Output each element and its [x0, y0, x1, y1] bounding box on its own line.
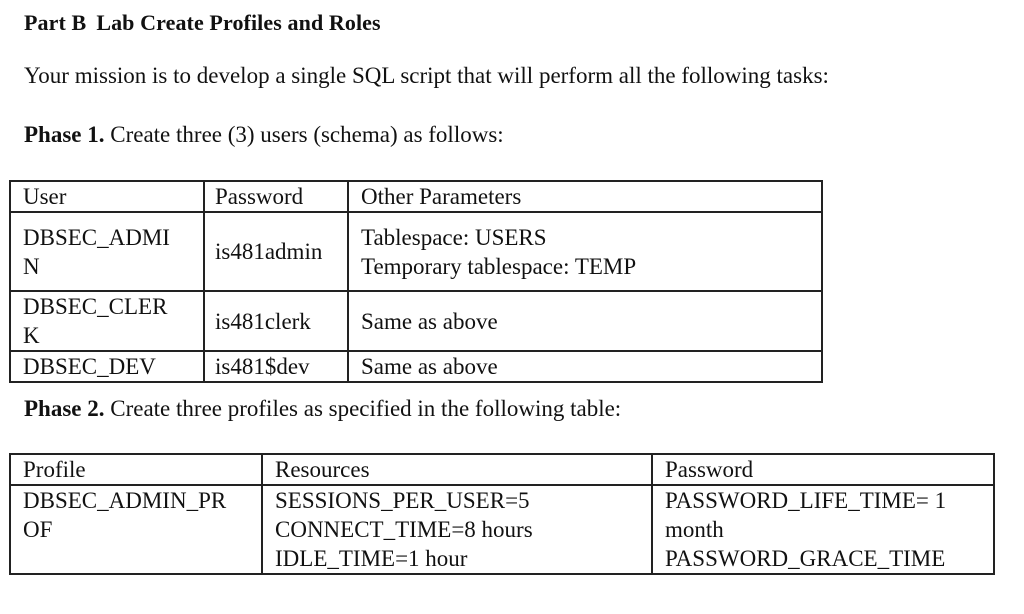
user-cell: [10, 212, 204, 291]
table-row: [10, 351, 822, 382]
phase-2-instruction: [24, 396, 621, 422]
phase-2-text: Create three profiles as specified in the following table:: [110, 396, 622, 421]
resources-cell: [262, 485, 652, 574]
lab-title-part: Part B: [24, 10, 87, 35]
profile-name-line: DBSEC_ADMIN_PR: [23, 488, 227, 513]
phase-1-instruction: [24, 122, 504, 148]
profile-password-cell: [652, 485, 994, 574]
password-cell: is481admin: [204, 212, 348, 291]
phase-2-label: Phase 2.: [24, 396, 105, 421]
other-params-cell: Same as above: [348, 351, 822, 382]
other-params-cell: Same as above: [348, 291, 822, 351]
other-params-cell: [348, 212, 822, 291]
password-cell: is481clerk: [204, 291, 348, 351]
password-cell: is481$dev: [204, 351, 348, 382]
table-row: [10, 291, 822, 351]
profiles-header-resources: Resources: [262, 454, 652, 485]
profiles-table-header: [10, 454, 994, 485]
profiles-header-password: Password: [652, 454, 994, 485]
users-header-other: Other Parameters: [348, 181, 822, 212]
other-param-line: Tablespace: USERS: [361, 224, 547, 250]
users-header-password: Password: [204, 181, 348, 212]
user-name-line: DBSEC_CLER: [23, 294, 168, 319]
table-row: [10, 485, 994, 574]
resource-line: CONNECT_TIME=8 hours: [275, 517, 533, 542]
resource-line: IDLE_TIME=1 hour: [275, 546, 468, 571]
user-name-line: K: [23, 323, 40, 348]
other-param-line: Temporary tablespace: TEMP: [361, 253, 637, 279]
profiles-table: [9, 453, 995, 575]
users-table-header: [10, 181, 822, 212]
user-cell: [10, 291, 204, 351]
user-cell: DBSEC_DEV: [10, 351, 204, 382]
lab-title-text: Lab Create Profiles and Roles: [96, 10, 381, 35]
password-param-line: month: [665, 517, 724, 542]
profile-name-line: OF: [23, 517, 53, 542]
table-row: [10, 212, 822, 291]
password-param-line: PASSWORD_GRACE_TIME: [665, 546, 946, 571]
resource-line: SESSIONS_PER_USER=5: [275, 488, 530, 513]
lab-title: [24, 10, 381, 36]
profiles-header-profile: Profile: [10, 454, 262, 485]
user-name-line: N: [23, 253, 40, 279]
users-table: [9, 180, 823, 383]
password-param-line: PASSWORD_LIFE_TIME= 1: [665, 488, 947, 513]
user-name-line: DBSEC_ADMI: [23, 224, 170, 250]
phase-1-label: Phase 1.: [24, 122, 105, 147]
profile-cell: [10, 485, 262, 574]
mission-statement: Your mission is to develop a single SQL script that will perform all the following tasks:: [24, 63, 829, 88]
users-header-user: User: [10, 181, 204, 212]
phase-1-text: Create three (3) users (schema) as follows:: [110, 122, 504, 147]
